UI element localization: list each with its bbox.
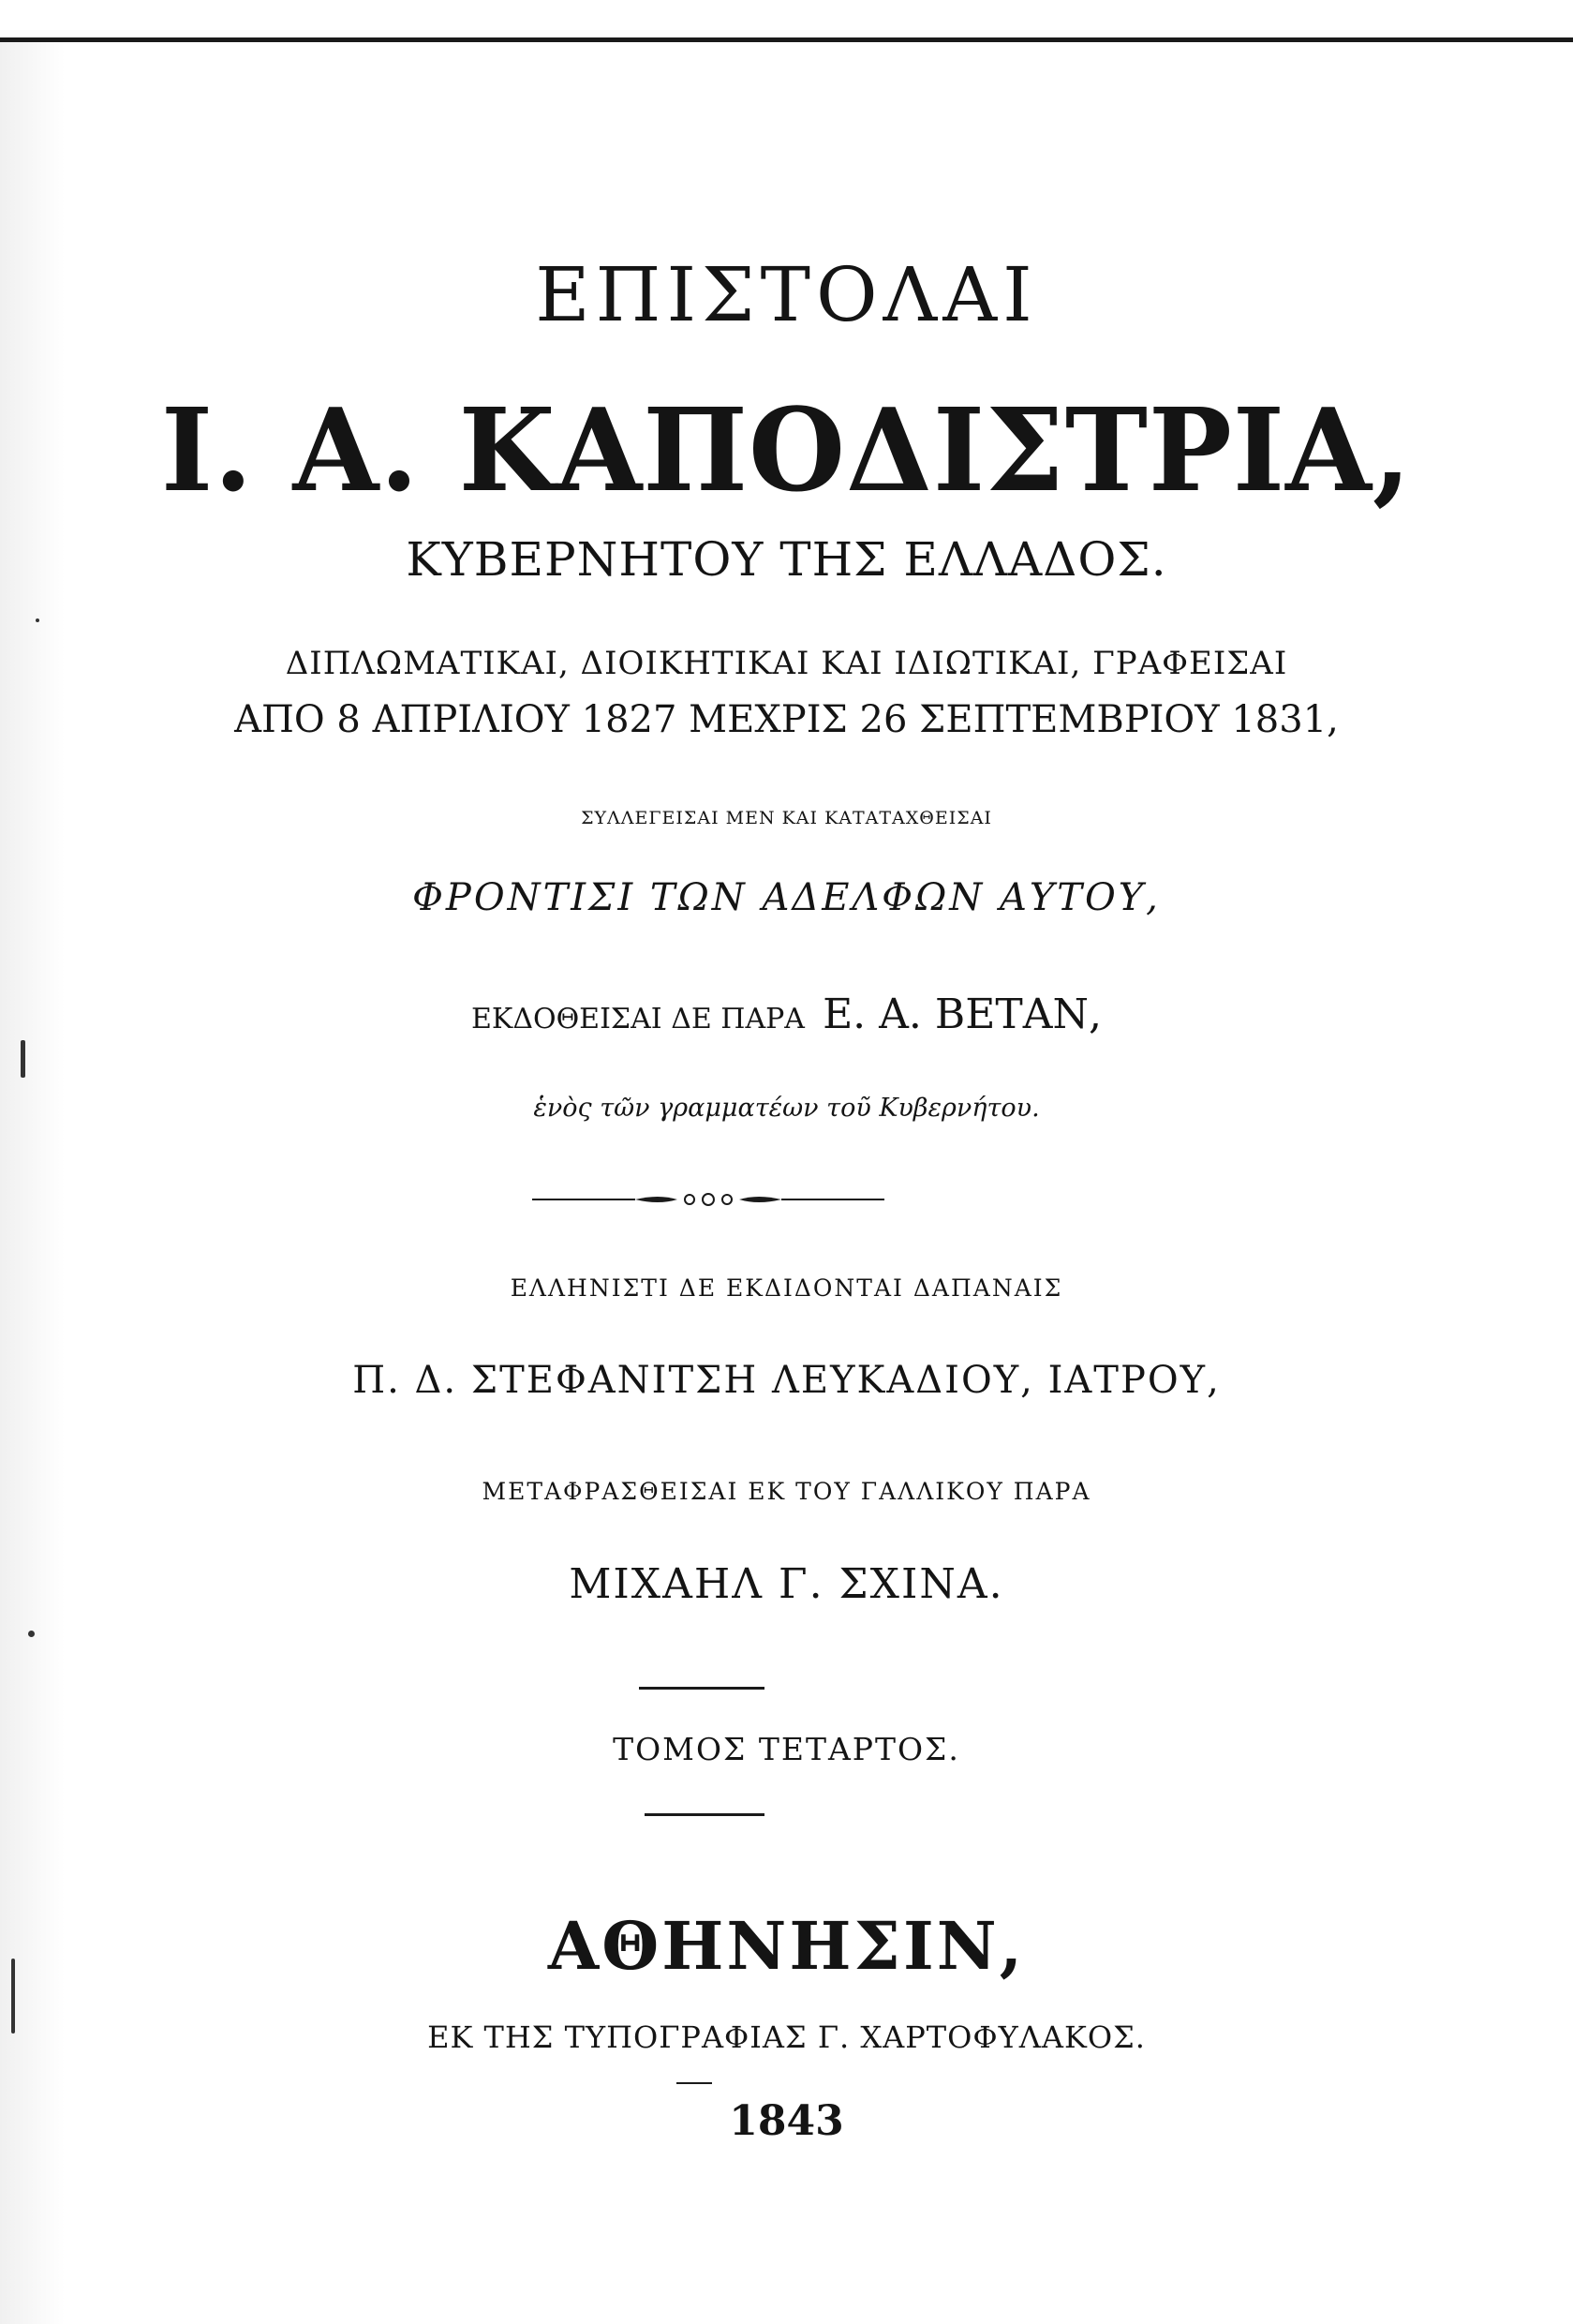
city-line: ΑΘΗΝΗΣΙΝ,: [547, 1907, 1026, 1985]
translated-line: ΜΕΤΑΦΡΑΣΘΕΙΣΑΙ ΕΚ ΤΟΥ ΓΑΛΛΙΚΟΥ ΠΑΡΑ: [482, 1478, 1091, 1505]
volume-line: ΤΟΜΟΣ ΤΕΤΑΡΤΟΣ.: [613, 1731, 960, 1767]
year-line: 1843: [729, 2097, 844, 2145]
author-name: Ι. Α. ΚΑΠΟΔΙΣΤΡΙΑ,: [160, 382, 1413, 517]
editor-note: ἑνὸς τῶν γραμματέων τοῦ Κυβερνήτου.: [533, 1094, 1040, 1123]
scan-speck: [21, 1040, 25, 1078]
printer-line: ΕΚ ΤΗΣ ΤΥΠΟΓΡΑΦΙΑΣ Γ. ΧΑΡΤΟΦΥΛΑΚΟΣ.: [427, 2019, 1146, 2055]
greek-edition-line: ΕΛΛΗΝΙΣΤΙ ΔΕ ΕΚΔΙΔΟΝΤΑΙ ΔΑΠΑΝΑΙΣ: [510, 1274, 1063, 1302]
care-line: ΦΡΟΝΤΙΣΙ ΤΩΝ ΑΔΕΛΦΩΝ ΑΥΤΟΥ,: [412, 876, 1161, 919]
volume-rule-top: [639, 1687, 764, 1690]
decorative-rule-ornament-icon: [532, 1190, 884, 1209]
scan-speck: [36, 618, 39, 622]
scan-speck: [28, 1631, 35, 1637]
volume-rule-bottom: [645, 1813, 764, 1816]
book-title: ΕΠΙΣΤΟΛΑΙ: [535, 251, 1038, 338]
description-line-1: ΔΙΠΛΩΜΑΤΙΚΑΙ, ΔΙΟΙΚΗΤΙΚΑΙ ΚΑΙ ΙΔΙΩΤΙΚΑΙ, ΓΡΑΦΕΙΣΑΙ: [285, 645, 1288, 682]
author-role: ΚΥΒΕΡΝΗΤΟΥ ΤΗΣ ΕΛΛΑΔΟΣ.: [406, 532, 1167, 587]
sponsor-line: Π. Δ. ΣΤΕΦΑΝΙΤΣΗ ΛΕΥΚΑΔΙΟΥ, ΙΑΤΡΟΥ,: [352, 1359, 1221, 1402]
editor-name: Ε. Α. ΒΕΤΑΝ,: [823, 991, 1102, 1038]
published-by-line: [0, 991, 1573, 1038]
top-edge-rule: [0, 37, 1573, 42]
translator-line: ΜΙΧΑΗΛ Γ. ΣΧΙΝΑ.: [569, 1560, 1004, 1608]
description-line-2: ΑΠΟ 8 ΑΠΡΙΛΙΟΥ 1827 ΜΕΧΡΙΣ 26 ΣΕΠΤΕΜΒΡΙΟΥ 1831,: [234, 698, 1339, 741]
collected-line: ΣΥΛΛΕΓΕΙΣΑΙ ΜΕΝ ΚΑΙ ΚΑΤΑΤΑΧΘΕΙΣΑΙ: [581, 808, 992, 828]
year-rule: [676, 2082, 712, 2084]
published-prefix: ΕΚΔΟΘΕΙΣΑΙ ΔΕ ΠΑΡΑ: [471, 1003, 805, 1035]
